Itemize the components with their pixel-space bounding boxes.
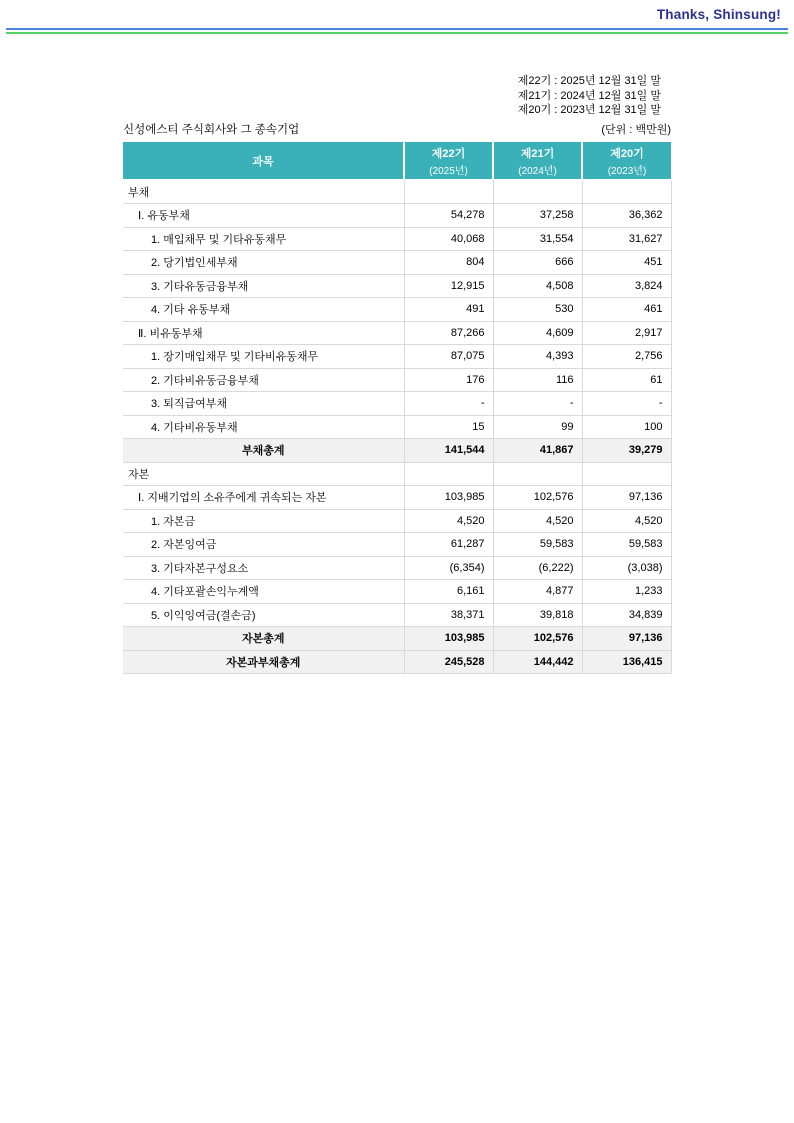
row-label: 1. 매입채무 및 기타유동채무 [123, 227, 404, 251]
period-notes [518, 74, 661, 118]
row-value: 61 [582, 368, 671, 392]
row-value [404, 180, 493, 204]
row-value [582, 180, 671, 204]
table-row [123, 556, 671, 580]
row-value: 41,867 [493, 439, 582, 463]
table-row [123, 180, 671, 204]
row-label: Ⅱ. 비유동부채 [123, 321, 404, 345]
row-label: 5. 이익잉여금(결손금) [123, 603, 404, 627]
column-header-item: 과목 [123, 142, 404, 180]
row-value: (6,354) [404, 556, 493, 580]
row-value: - [493, 392, 582, 416]
row-value: 4,877 [493, 580, 582, 604]
table-row [123, 533, 671, 557]
table-row [123, 650, 671, 674]
row-value: 12,915 [404, 274, 493, 298]
table-row [123, 509, 671, 533]
row-value: 530 [493, 298, 582, 322]
row-value: 2,756 [582, 345, 671, 369]
row-value: 2,917 [582, 321, 671, 345]
table-row [123, 321, 671, 345]
row-value: 103,985 [404, 486, 493, 510]
row-value [493, 180, 582, 204]
column-header-period-22: 제22기 (2025년) [404, 142, 493, 180]
table-row [123, 439, 671, 463]
unit-label: (단위 : 백만원) [601, 124, 671, 136]
balance-sheet-table [123, 142, 672, 674]
table-row [123, 462, 671, 486]
row-value: 34,839 [582, 603, 671, 627]
row-value: 136,415 [582, 650, 671, 674]
row-value [404, 462, 493, 486]
row-label: 2. 기타비유동금융부채 [123, 368, 404, 392]
table-row [123, 345, 671, 369]
table-row [123, 627, 671, 651]
shinsung-logo: Thanks, Shinsung! [656, 7, 781, 22]
row-value: 99 [493, 415, 582, 439]
row-value: 4,520 [404, 509, 493, 533]
table-row [123, 204, 671, 228]
row-value: 141,544 [404, 439, 493, 463]
row-value: 6,161 [404, 580, 493, 604]
table-row [123, 486, 671, 510]
table-caption-row [123, 121, 671, 137]
table-row [123, 392, 671, 416]
row-value: 451 [582, 251, 671, 275]
header-divider [6, 28, 788, 34]
row-value: 59,583 [582, 533, 671, 557]
row-value: 36,362 [582, 204, 671, 228]
table-row [123, 251, 671, 275]
table-row [123, 368, 671, 392]
row-label: 1. 장기매입채무 및 기타비유동채무 [123, 345, 404, 369]
row-value: 116 [493, 368, 582, 392]
row-value: 4,520 [493, 509, 582, 533]
company-name: 신성에스티 주식회사와 그 종속기업 [123, 124, 300, 136]
row-label: 2. 자본잉여금 [123, 533, 404, 557]
row-value: 31,554 [493, 227, 582, 251]
column-header-period-20: 제20기 (2023년) [582, 142, 671, 180]
row-value: 87,075 [404, 345, 493, 369]
row-value: 102,576 [493, 486, 582, 510]
row-value: 38,371 [404, 603, 493, 627]
table-row [123, 298, 671, 322]
row-value: 61,287 [404, 533, 493, 557]
table-row [123, 580, 671, 604]
table-row [123, 603, 671, 627]
period-note-22: 제22기 : 2025년 12월 31일 말 [517, 75, 661, 87]
row-value: 4,508 [493, 274, 582, 298]
row-value: 54,278 [404, 204, 493, 228]
row-value: 245,528 [404, 650, 493, 674]
row-value: 461 [582, 298, 671, 322]
row-value: 666 [493, 251, 582, 275]
table-header-row [123, 142, 671, 180]
row-label: 3. 기타유동금융부채 [123, 274, 404, 298]
row-value: 87,266 [404, 321, 493, 345]
row-label: 자본 [123, 462, 404, 486]
row-value: 804 [404, 251, 493, 275]
row-value [582, 462, 671, 486]
row-value: 40,068 [404, 227, 493, 251]
row-label: 4. 기타 유동부채 [123, 298, 404, 322]
row-value: 103,985 [404, 627, 493, 651]
row-label: 자본과부채총계 [123, 650, 404, 674]
row-value: 97,136 [582, 486, 671, 510]
row-value: 176 [404, 368, 493, 392]
row-value: 39,818 [493, 603, 582, 627]
row-label: Ⅰ. 지배기업의 소유주에게 귀속되는 자본 [123, 486, 404, 510]
row-label: Ⅰ. 유동부채 [123, 204, 404, 228]
row-value: 491 [404, 298, 493, 322]
divider-green-line [6, 32, 788, 34]
row-value: 102,576 [493, 627, 582, 651]
row-label: 4. 기타포괄손익누계액 [123, 580, 404, 604]
row-value: 1,233 [582, 580, 671, 604]
column-header-period-21: 제21기 (2024년) [493, 142, 582, 180]
row-label: 3. 기타자본구성요소 [123, 556, 404, 580]
row-label: 자본총계 [123, 627, 404, 651]
row-value: 15 [404, 415, 493, 439]
table-row [123, 227, 671, 251]
row-value: 37,258 [493, 204, 582, 228]
row-value: 4,393 [493, 345, 582, 369]
row-value: - [404, 392, 493, 416]
row-value: 59,583 [493, 533, 582, 557]
row-value: 4,520 [582, 509, 671, 533]
row-label: 2. 당기법인세부채 [123, 251, 404, 275]
row-value: 4,609 [493, 321, 582, 345]
row-value [493, 462, 582, 486]
row-value: 97,136 [582, 627, 671, 651]
row-value: - [582, 392, 671, 416]
row-label: 부채 [123, 180, 404, 204]
row-value: (6,222) [493, 556, 582, 580]
period-note-21: 제21기 : 2024년 12월 31일 말 [517, 89, 661, 102]
row-label: 부채총계 [123, 439, 404, 463]
row-label: 3. 퇴직급여부채 [123, 392, 404, 416]
row-value: 144,442 [493, 650, 582, 674]
row-value: 3,824 [582, 274, 671, 298]
row-value: 39,279 [582, 439, 671, 463]
row-value: 100 [582, 415, 671, 439]
table-row [123, 415, 671, 439]
row-label: 1. 자본금 [123, 509, 404, 533]
row-label: 4. 기타비유동부채 [123, 415, 404, 439]
period-note-20: 제20기 : 2023년 12월 31일 말 [517, 104, 661, 117]
table-row [123, 274, 671, 298]
row-value: (3,038) [582, 556, 671, 580]
row-value: 31,627 [582, 227, 671, 251]
